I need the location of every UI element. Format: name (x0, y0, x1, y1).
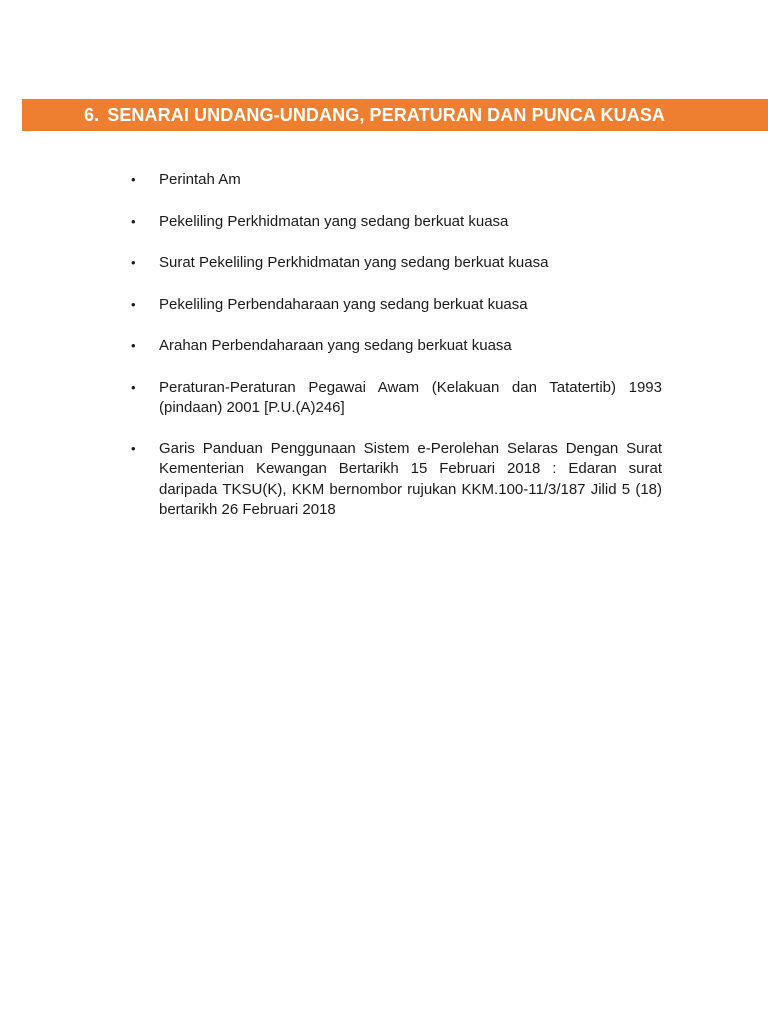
section-title: SENARAI UNDANG-UNDANG, PERATURAN DAN PUNCA KUASA (107, 104, 666, 125)
list-item (130, 336, 662, 357)
list-item (130, 170, 662, 191)
bullet-icon: • (131, 296, 136, 312)
list-item-text: Pekeliling Perbendaharaan yang sedang berkuat kuasa (159, 295, 528, 313)
bullet-icon: • (131, 172, 136, 187)
section-number: 6. (84, 104, 100, 125)
list-item (130, 439, 662, 521)
list-item (130, 295, 662, 316)
list-item-text: Pekeliling Perkhidmatan yang sedang berkuat kuasa (159, 212, 509, 230)
list-item-text: Garis Panduan Penggunaan Sistem e-Perolehan Selaras Dengan Surat Kementerian Kewangan Bertarikh 15 Februari 2018 : Edaran surat daripada TKSU(K), KKM bernombor rujukan KKM.100-11/3/187 Jilid 5 (18) bertarikh 26 Februari 2018 (159, 439, 662, 518)
section-header (22, 99, 768, 131)
list-item-text: Surat Pekeliling Perkhidmatan yang sedang berkuat kuasa (159, 254, 549, 271)
bullet-icon: • (131, 338, 136, 353)
list-item (130, 212, 662, 233)
bullet-icon: • (131, 379, 136, 395)
bullet-icon: • (131, 213, 136, 229)
bullet-icon: • (131, 440, 136, 456)
list-item-text: Perintah Am (159, 171, 241, 188)
list-item-text: Peraturan-Peraturan Pegawai Awam (Kelakuan dan Tatatertib) 1993 (pindaan) 2001 [P.U.(A)246] (159, 378, 662, 416)
list-item (130, 253, 662, 274)
law-list (130, 170, 662, 541)
bullet-icon: • (131, 255, 136, 270)
list-item-text: Arahan Perbendaharaan yang sedang berkuat kuasa (159, 337, 512, 354)
list-item (130, 378, 662, 419)
